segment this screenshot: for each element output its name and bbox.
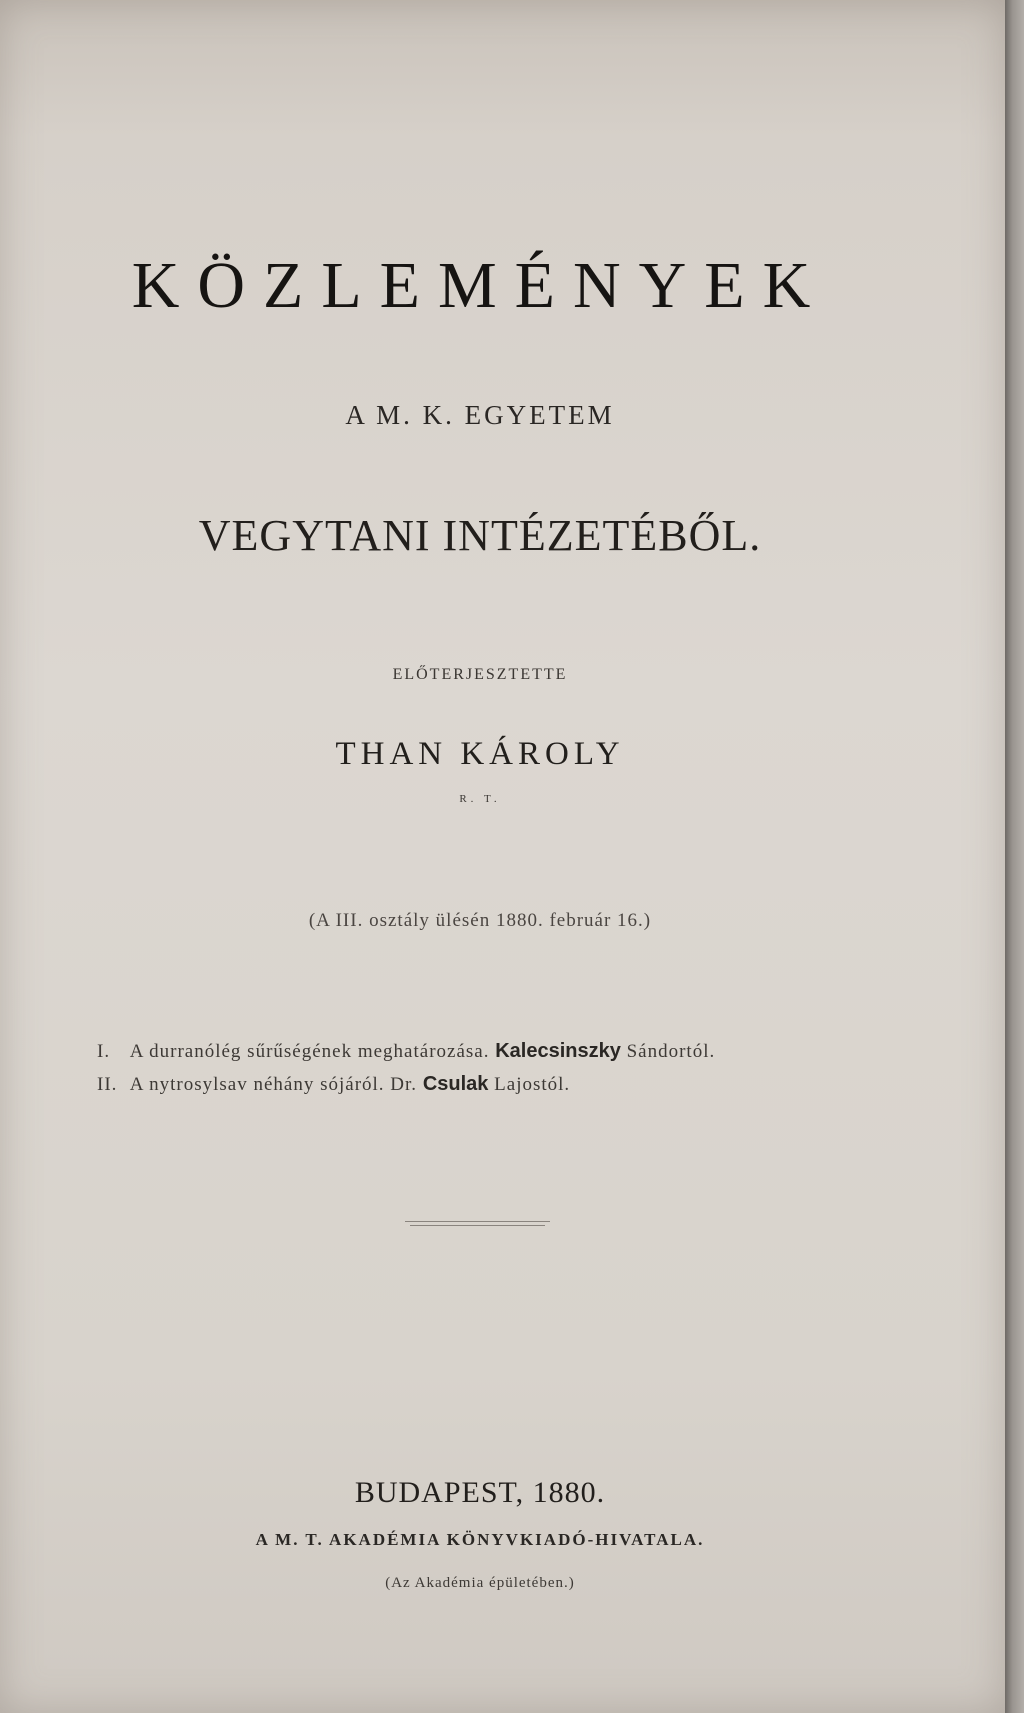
contents-item-author-suffix: Sándortól. bbox=[626, 1041, 716, 1062]
author-name: THAN KÁROLY bbox=[335, 736, 625, 772]
subtitle-institute: VEGYTANI INTÉZETÉBŐL. bbox=[198, 511, 762, 560]
session-note: (A III. osztály ülésén 1880. február 16.) bbox=[308, 910, 652, 931]
page-edge bbox=[1005, 0, 1024, 1713]
contents-item-author-suffix: Lajostól. bbox=[494, 1074, 571, 1095]
imprint-publisher: A M. T. AKADÉMIA KÖNYVKIADÓ-HIVATALA. bbox=[255, 1530, 705, 1549]
contents-item-text: A durranólég sűrűségének meghatározása. bbox=[129, 1041, 490, 1062]
presented-by-label: ELŐTERJESZTETTE bbox=[392, 666, 568, 683]
contents-item-number: II. bbox=[97, 1074, 118, 1095]
contents-item-author-name: Kalecsinszky bbox=[495, 1040, 621, 1062]
contents-item-text: A nytrosylsav néhány sójáról. Dr. bbox=[129, 1074, 418, 1095]
divider-rule-top bbox=[405, 1221, 550, 1222]
subtitle-university: A M. K. EGYETEM bbox=[345, 400, 615, 430]
divider-rule-bottom bbox=[410, 1225, 545, 1226]
main-title: KÖZLEMÉNYEK bbox=[131, 249, 829, 322]
imprint-location: (Az Akadémia épületében.) bbox=[385, 1575, 575, 1591]
contents-list bbox=[97, 1040, 957, 1106]
contents-item bbox=[97, 1073, 957, 1106]
contents-item-number: I. bbox=[97, 1041, 111, 1062]
imprint-city-year: BUDAPEST, 1880. bbox=[354, 1476, 606, 1509]
author-rank: R. T. bbox=[459, 793, 501, 805]
contents-item bbox=[97, 1040, 957, 1073]
contents-item-author-name: Csulak bbox=[422, 1073, 489, 1095]
